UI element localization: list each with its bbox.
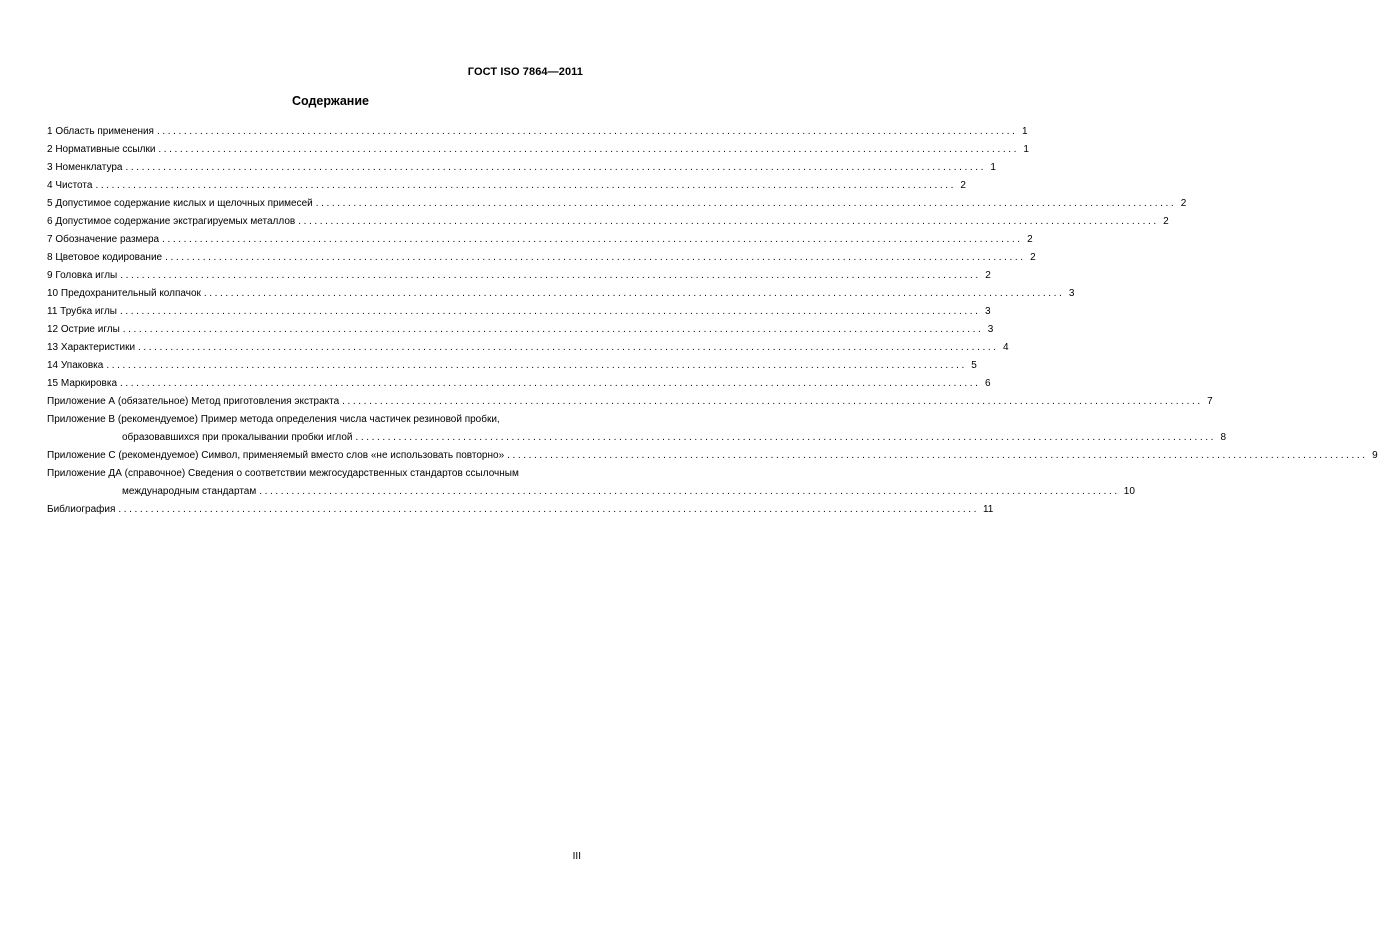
toc-entry-annex-da-line1[interactable]: Приложение ДА (справочное) Сведения о соответствии межгосударственных стандартов ссылочным [47,468,519,479]
table-of-contents [47,123,1378,519]
toc-entry-page: 2 [985,270,991,281]
toc-entry[interactable] [47,321,994,339]
toc-entry-text: 15 Маркировка [47,378,118,389]
toc-entry-text: 11 Трубка иглы [47,306,117,317]
toc-entry-annex-b-line1[interactable]: Приложение В (рекомендуемое) Пример метода определения числа частичек резиновой пробки, [47,414,500,425]
toc-entry-text: 7 Обозначение размера [47,234,160,245]
toc-entry-page: 1 [1023,144,1029,155]
toc-entry-text: Приложение А (обязательное) Метод приготовления экстракта [47,396,340,407]
toc-entry[interactable] [47,285,1075,303]
toc-entry-page: 1 [990,162,996,173]
toc-entry-page: 4 [1003,342,1009,353]
leader-dots: ................................................................................................................................................................ [122,324,984,335]
toc-entry-text: 2 Нормативные ссылки [47,144,156,155]
page-number: III [572,851,581,862]
leader-dots: ................................................................................................................................................................ [158,144,1019,155]
toc-entry-text: образовавшихся при прокалывании пробки иглой [122,432,353,443]
leader-dots: ................................................................................................................................................................ [162,234,1023,245]
toc-entry[interactable] [47,195,1187,213]
toc-entry-page: 3 [987,324,994,335]
toc-entry-text: 1 Область применения [47,126,154,137]
toc-entry-text: 8 Цветовое кодирование [47,252,163,263]
toc-entry[interactable] [47,375,991,393]
toc-entry-annex-da[interactable] [47,483,1135,501]
toc-entry[interactable] [47,357,977,375]
toc-entry-page: 2 [1180,198,1187,209]
toc-entry-page: 2 [1163,216,1169,227]
toc-entry-page: 6 [985,378,991,389]
toc-title: Содержание [291,94,369,108]
toc-entry-text: 6 Допустимое содержание экстрагируемых металлов [47,216,296,227]
toc-entry[interactable] [47,123,1028,141]
toc-entry-page: 9 [1372,450,1378,461]
toc-entry[interactable] [47,177,966,195]
leader-dots: ................................................................................................................................................................ [120,378,981,389]
toc-entry-page: 3 [984,306,991,317]
toc-entry[interactable] [47,393,1213,411]
toc-entry-text: международным стандартам [122,486,257,497]
toc-entry-page: 1 [1021,126,1028,137]
leader-dots: ................................................................................................................................................................ [342,396,1203,407]
toc-entry-page: 8 [1220,432,1227,443]
toc-entry[interactable] [47,141,1029,159]
toc-entry-bibliography[interactable] [47,501,994,519]
toc-entry[interactable] [47,213,1169,231]
toc-entry-page: 2 [1030,252,1036,263]
toc-entry-text: 13 Характеристики [47,342,136,353]
toc-entry-page: 2 [1027,234,1033,245]
toc-entry-text: 4 Чистота [47,180,93,191]
toc-entry-text: 12 Острие иглы [47,324,120,335]
toc-entry-page: 11 [982,504,994,515]
leader-dots: ................................................................................................................................................................ [259,486,1120,497]
toc-entry[interactable] [47,249,1036,267]
standard-designation: ГОСТ ISO 7864—2011 [467,66,583,78]
leader-dots: ................................................................................................................................................................ [120,270,981,281]
toc-entry-page: 3 [1068,288,1075,299]
leader-dots: ................................................................................................................................................................ [203,288,1065,299]
toc-entries [47,123,1213,411]
leader-dots: ................................................................................................................................................................ [355,432,1217,443]
toc-entry-page: 5 [971,360,977,371]
toc-entry[interactable] [47,303,991,321]
toc-entry-text: 5 Допустимое содержание кислых и щелочных примесей [47,198,313,209]
toc-entry-page: 7 [1207,396,1213,407]
toc-entry-text: Приложение С (рекомендуемое) Символ, применяемый вместо слов «не использовать повторно» [47,450,505,461]
leader-dots: ................................................................................................................................................................ [119,306,981,317]
leader-dots: ................................................................................................................................................................ [125,162,986,173]
leader-dots: ................................................................................................................................................................ [507,450,1368,461]
toc-entry-text: 3 Номенклатура [47,162,123,173]
toc-entry-text: 14 Упаковка [47,360,104,371]
toc-entry-page: 2 [960,180,966,191]
toc-entry-text: 10 Предохранительный колпачок [47,288,201,299]
leader-dots: ................................................................................................................................................................ [106,360,967,371]
toc-entry-text: Библиография [47,504,116,515]
leader-dots: ................................................................................................................................................................ [118,504,979,515]
toc-entry-page: 10 [1123,486,1135,497]
leader-dots: ................................................................................................................................................................ [165,252,1026,263]
leader-dots: ................................................................................................................................................................ [156,126,1018,137]
leader-dots: ................................................................................................................................................................ [95,180,956,191]
leader-dots: ................................................................................................................................................................ [138,342,999,353]
toc-entry[interactable] [47,231,1033,249]
toc-entry[interactable] [47,267,991,285]
toc-entry[interactable] [47,339,1009,357]
toc-entry[interactable] [47,159,996,177]
leader-dots: ................................................................................................................................................................ [315,198,1177,209]
toc-entry-annex-b[interactable] [47,429,1227,447]
leader-dots: ................................................................................................................................................................ [298,216,1159,227]
toc-entry-text: 9 Головка иглы [47,270,118,281]
toc-entry-annex-c[interactable] [47,447,1378,465]
